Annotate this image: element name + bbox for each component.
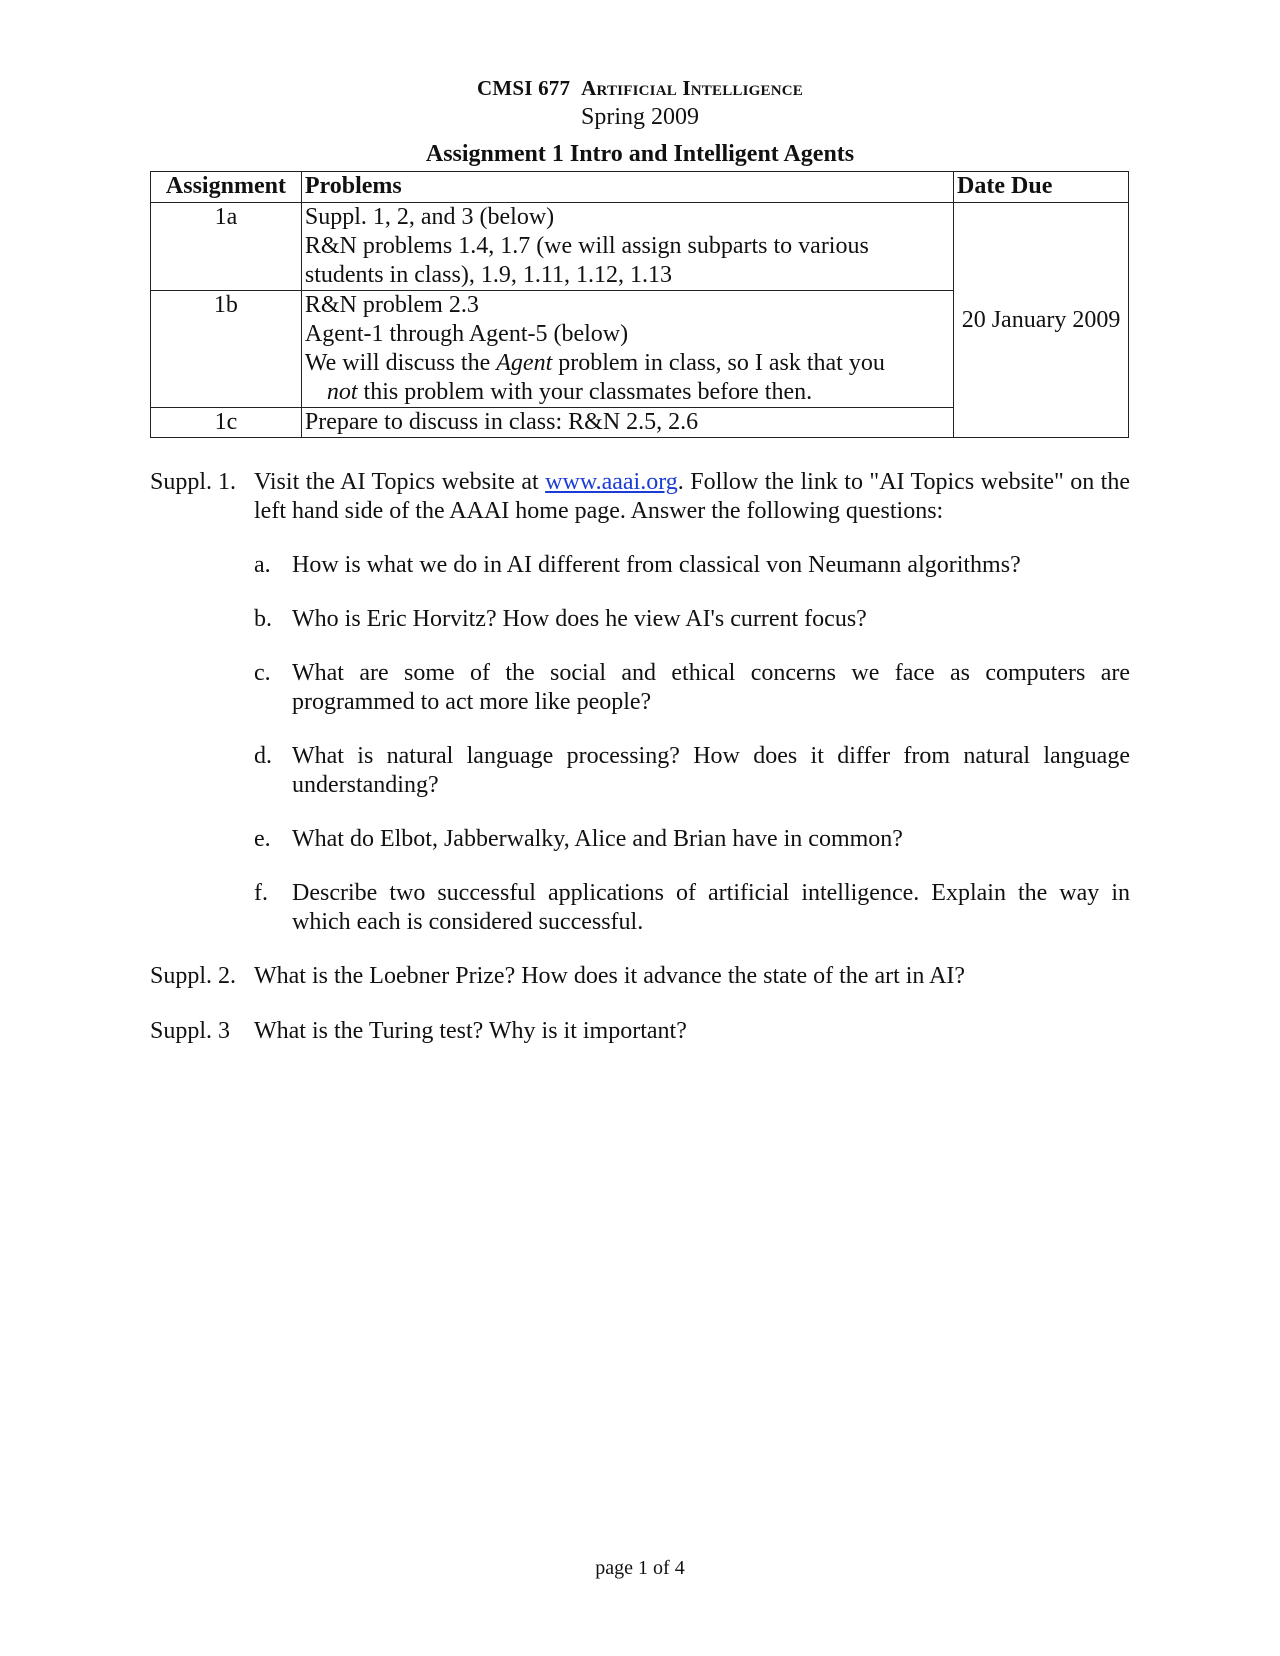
discuss-text: problem in class, so I ask that you [552,350,885,376]
assignment-id: 1c [151,408,302,438]
suppl-3 [150,1017,1130,1046]
question-label: c. [254,660,271,686]
question-b [254,605,1130,634]
suppl-text-pre: Visit the AI Topics website at [254,469,546,495]
course-name: Artificial Intelligence [581,76,803,100]
suppl-text: What is the Loebner Prize? How does it advance the state of the art in AI? [254,963,966,989]
question-text: How is what we do in AI different from classical von Neumann algorithms? [292,552,1021,578]
question-label: e. [254,826,271,852]
question-label: b. [254,606,272,632]
suppl-text-post: . Follow the link to "AI Topics website" on the left hand side of the AAAI home page. Answer the following questions: [254,469,1130,524]
question-label: a. [254,552,271,578]
table-row [151,203,1129,291]
problems-cell [301,408,953,438]
date-due-cell: 20 January 2009 [954,203,1129,438]
assignment-title: Assignment 1 Intro and Intelligent Agents [425,141,855,167]
suppl-label: Suppl. 2. [150,963,237,989]
suppl-text [254,468,1130,526]
column-header-assignment: Assignment [151,172,302,203]
suppl-label: Suppl. 1. [150,469,237,495]
problems-cell [301,291,953,408]
question-e [254,825,1130,854]
discuss-emphasis: Agent [496,350,553,376]
assignment-id: 1a [151,203,302,291]
question-c [254,659,1130,717]
problem-line: R&N problem 2.3 [304,292,479,318]
aaai-link[interactable]: www.aaai.org [545,469,678,495]
problem-line: Suppl. 1, 2, and 3 (below) [304,204,555,230]
assignment-table [150,171,1129,438]
problem-line: R&N problems 1.4, 1.7 (we will assign subparts to various [304,233,869,259]
problem-line [305,349,950,378]
assignment-id: 1b [151,291,302,408]
problems-cell [301,203,953,291]
discuss-emphasis: not [326,379,358,405]
question-text: What is natural language processing? How does it differ from natural language understanding? [292,743,1130,798]
suppl-1 [150,468,1130,526]
problem-line [305,378,950,407]
question-f [254,879,1130,937]
course-number: CMSI 677 [477,76,571,100]
question-text: What do Elbot, Jabberwalky, Alice and Brian have in common? [292,826,903,852]
question-text: Describe two successful applications of artificial intelligence. Explain the way in which each is considered successful. [292,880,1130,935]
suppl-label: Suppl. 3 [150,1018,231,1044]
table-header-row [151,172,1129,203]
suppl-text: What is the Turing test? Why is it important? [254,1018,687,1044]
page-number: page 1 of 4 [595,1557,685,1579]
question-text: What are some of the social and ethical concerns we face as computers are programmed to act more like people? [292,660,1130,715]
suppl-2 [150,962,1130,991]
question-label: f. [254,880,268,906]
discuss-text: We will discuss the [304,350,497,376]
question-label: d. [254,743,272,769]
problem-line: Prepare to discuss in class: R&N 2.5, 2.6 [304,409,699,435]
discuss-text: this problem with your classmates before then. [357,379,813,405]
question-a [254,551,1130,580]
question-text: Who is Eric Horvitz? How does he view AI's current focus? [292,606,867,632]
course-title [0,76,1280,101]
question-d [254,742,1130,800]
column-header-problems: Problems [301,172,953,203]
problem-line: students in class), 1.9, 1.11, 1.12, 1.13 [304,262,672,288]
problem-line: Agent-1 through Agent-5 (below) [304,321,629,347]
semester: Spring 2009 [580,104,699,130]
column-header-date-due: Date Due [954,172,1129,203]
